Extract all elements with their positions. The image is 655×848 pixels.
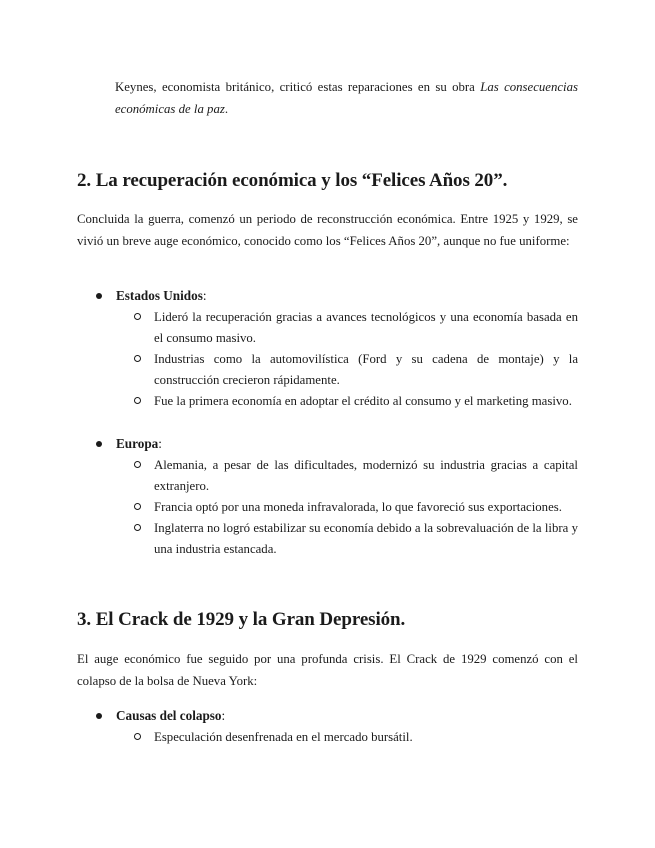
sublist-item — [134, 497, 578, 518]
intro-end: . — [224, 102, 229, 116]
book-title: Las consecuencias económicas de la paz — [115, 80, 578, 116]
sublist-item-text: Lideró la recuperación gracias a avances tecnológicos y una economía basada en el consumo masivo. — [154, 310, 578, 345]
list-item-label: Europa: — [116, 436, 162, 451]
sublist-item-text: Alemania, a pesar de las dificultades, modernizó su industria gracias a capital extranjero. — [154, 458, 578, 493]
sublist-item — [134, 727, 578, 748]
list-item-label: Causas del colapso: — [116, 708, 226, 723]
sublist-item-text: Inglaterra no logró estabilizar su economía debido a la sobrevaluación de la libra y una industria estancada. — [154, 521, 578, 556]
section-heading-2: 2. La recuperación económica y los “Felices Años 20”. — [77, 170, 508, 191]
section2-paragraph: Concluida la guerra, comenzó un periodo de reconstrucción económica. Entre 1925 y 1929, se vivió un breve auge económico, conocido como los “Felices Años 20”, aunque no fue uniforme: — [77, 212, 578, 248]
circle-bullet-icon — [134, 733, 141, 740]
circle-bullet-icon — [134, 313, 141, 320]
sublist-item — [134, 391, 578, 412]
sublist-item — [134, 349, 578, 391]
sublist-item-text: Francia optó por una moneda infravalorada, lo que favoreció sus exportaciones. — [154, 500, 562, 514]
bullet-icon — [96, 293, 102, 299]
bullet-icon — [96, 713, 102, 719]
intro-text: Keynes, economista británico, criticó estas reparaciones en su obra — [115, 80, 481, 94]
sublist-item — [134, 455, 578, 497]
sublist-item — [134, 307, 578, 349]
sublist-item — [134, 518, 578, 560]
bullet-icon — [96, 441, 102, 447]
section3-paragraph: El auge económico fue seguido por una profunda crisis. El Crack de 1929 comenzó con el colapso de la bolsa de Nueva York: — [77, 652, 578, 688]
circle-bullet-icon — [134, 397, 141, 404]
intro-paragraph — [115, 76, 578, 120]
sublist-item-text: Industrias como la automovilística (Ford y su cadena de montaje) y la construcción crecieron rápidamente. — [154, 352, 578, 387]
list-item-label: Estados Unidos: — [116, 288, 207, 303]
circle-bullet-icon — [134, 503, 141, 510]
circle-bullet-icon — [134, 524, 141, 531]
section-heading-3: 3. El Crack de 1929 y la Gran Depresión. — [77, 609, 406, 630]
sublist-item-text: Especulación desenfrenada en el mercado bursátil. — [154, 730, 413, 744]
circle-bullet-icon — [134, 461, 141, 468]
circle-bullet-icon — [134, 355, 141, 362]
sublist-item-text: Fue la primera economía en adoptar el crédito al consumo y el marketing masivo. — [154, 394, 572, 408]
